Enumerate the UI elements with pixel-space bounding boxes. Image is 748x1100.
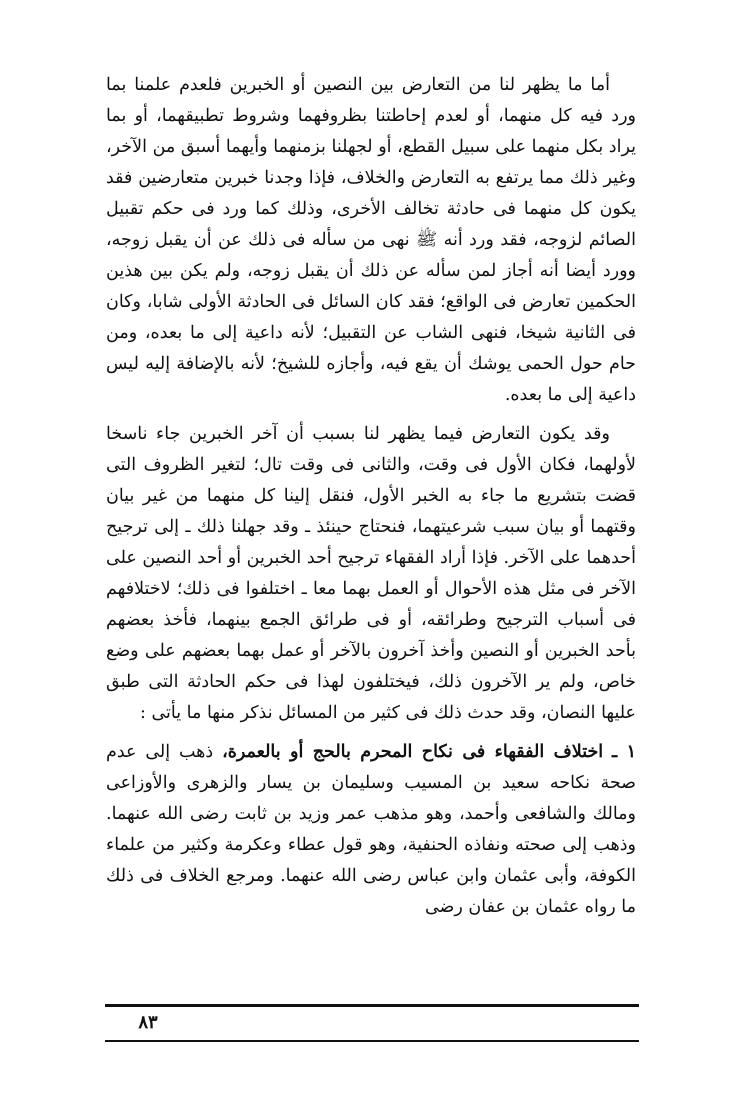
body-text (106, 70, 636, 923)
footer-rule-bottom (105, 1040, 639, 1042)
item-number: ١ ـ (612, 742, 636, 762)
footer-rule-top (105, 1004, 639, 1007)
paragraph-spacer (106, 411, 636, 419)
paragraph-item-one (106, 737, 636, 923)
item-heading: اختلاف الفقهاء فى نكاح المحرم بالحج أو بالعمرة، (222, 742, 604, 762)
paragraph-contradiction-causes: أما ما يظهر لنا من التعارض بين النصين أو الخبرين فلعدم علمنا بما ورد فيه كل منهما، أو لعدم إحاطتنا بظروفهما وشروط تطبيقهما، أو بما يراد بكل منهما على سبيل القطع، أو لجهلنا بزمنهما وأيهما أسبق من الآخر، وغير ذلك مما يرتفع به التعارض والخلاف، فإذا وجدنا خبرين متعارضين فقد يكون كل منهما فى حادثة تخالف الأخرى، وذلك كما ورد فى حكم تقبيل الصائم لزوجه، فقد ورد أنه ﷺ نهى من سأله فى ذلك عن أن يقبل زوجه، وورد أيضا أنه أجاز لمن سأله عن ذلك أن يقبل زوجه، ولم يكن بين هذين الحكمين تعارض فى الواقع؛ فقد كان السائل فى الحادثة الأولى شابا، وكان فى الثانية شيخا، فنهى الشاب عن التقبيل؛ لأنه داعية إلى ما بعده، ومن حام حول الحمى يوشك أن يقع فيه، وأجازه للشيخ؛ لأنه بالإضافة إليه ليس داعية إلى ما بعده. (106, 75, 636, 405)
paragraph-spacer (106, 729, 636, 737)
paragraph-abrogation: وقد يكون التعارض فيما يظهر لنا بسبب أن آخر الخبرين جاء ناسخا لأولهما، فكان الأول فى وقت، والثانى فى وقت تال؛ لتغير الظروف التى قضت بتشريع ما جاء به الخبر الأول، فنقل إلينا كل منهما من غير بيان وقتهما أو بيان سبب شرعيتهما، فنحتاج حينئذ ـ وقد جهلنا ذلك ـ إلى ترجيح أحدهما على الآخر. فإذا أراد الفقهاء ترجيح أحد الخبرين أو أحد النصين على الآخر فى مثل هذه الأحوال أو العمل بهما معا ـ اختلفوا فى ذلك؛ لاختلافهم فى أسباب الترجيح وطرائقه، أو فى طرائق الجمع بينهما، فأخذ بعضهم بأحد الخبرين أو النصين وأخذ آخرون بالآخر أو عمل بهما بعضهم على وضع خاص، ولم ير الآخرون ذلك، فيختلفون لهذا فى حكم الحادثة التى طبق عليها النصان، وقد حدث ذلك فى كثير من المسائل نذكر منها ما يأتى : (106, 424, 636, 723)
page-number: ٨٣ (138, 1012, 158, 1033)
item-body: ذهب إلى عدم صحة نكاحه سعيد بن المسيب وسليمان بن يسار والزهرى والأوزاعى ومالك والشافعى وأحمد، وهو مذهب عمر وزيد بن ثابت رضى الله عنهما. وذهب إلى صحته ونفاذه الحنفية، وهو قول عطاء وعكرمة وكثير من علماء الكوفة، وأبى عثمان وابن عباس رضى الله عنهما. ومرجع الخلاف فى ذلك ما رواه عثمان بن عفان رضى (106, 742, 636, 917)
